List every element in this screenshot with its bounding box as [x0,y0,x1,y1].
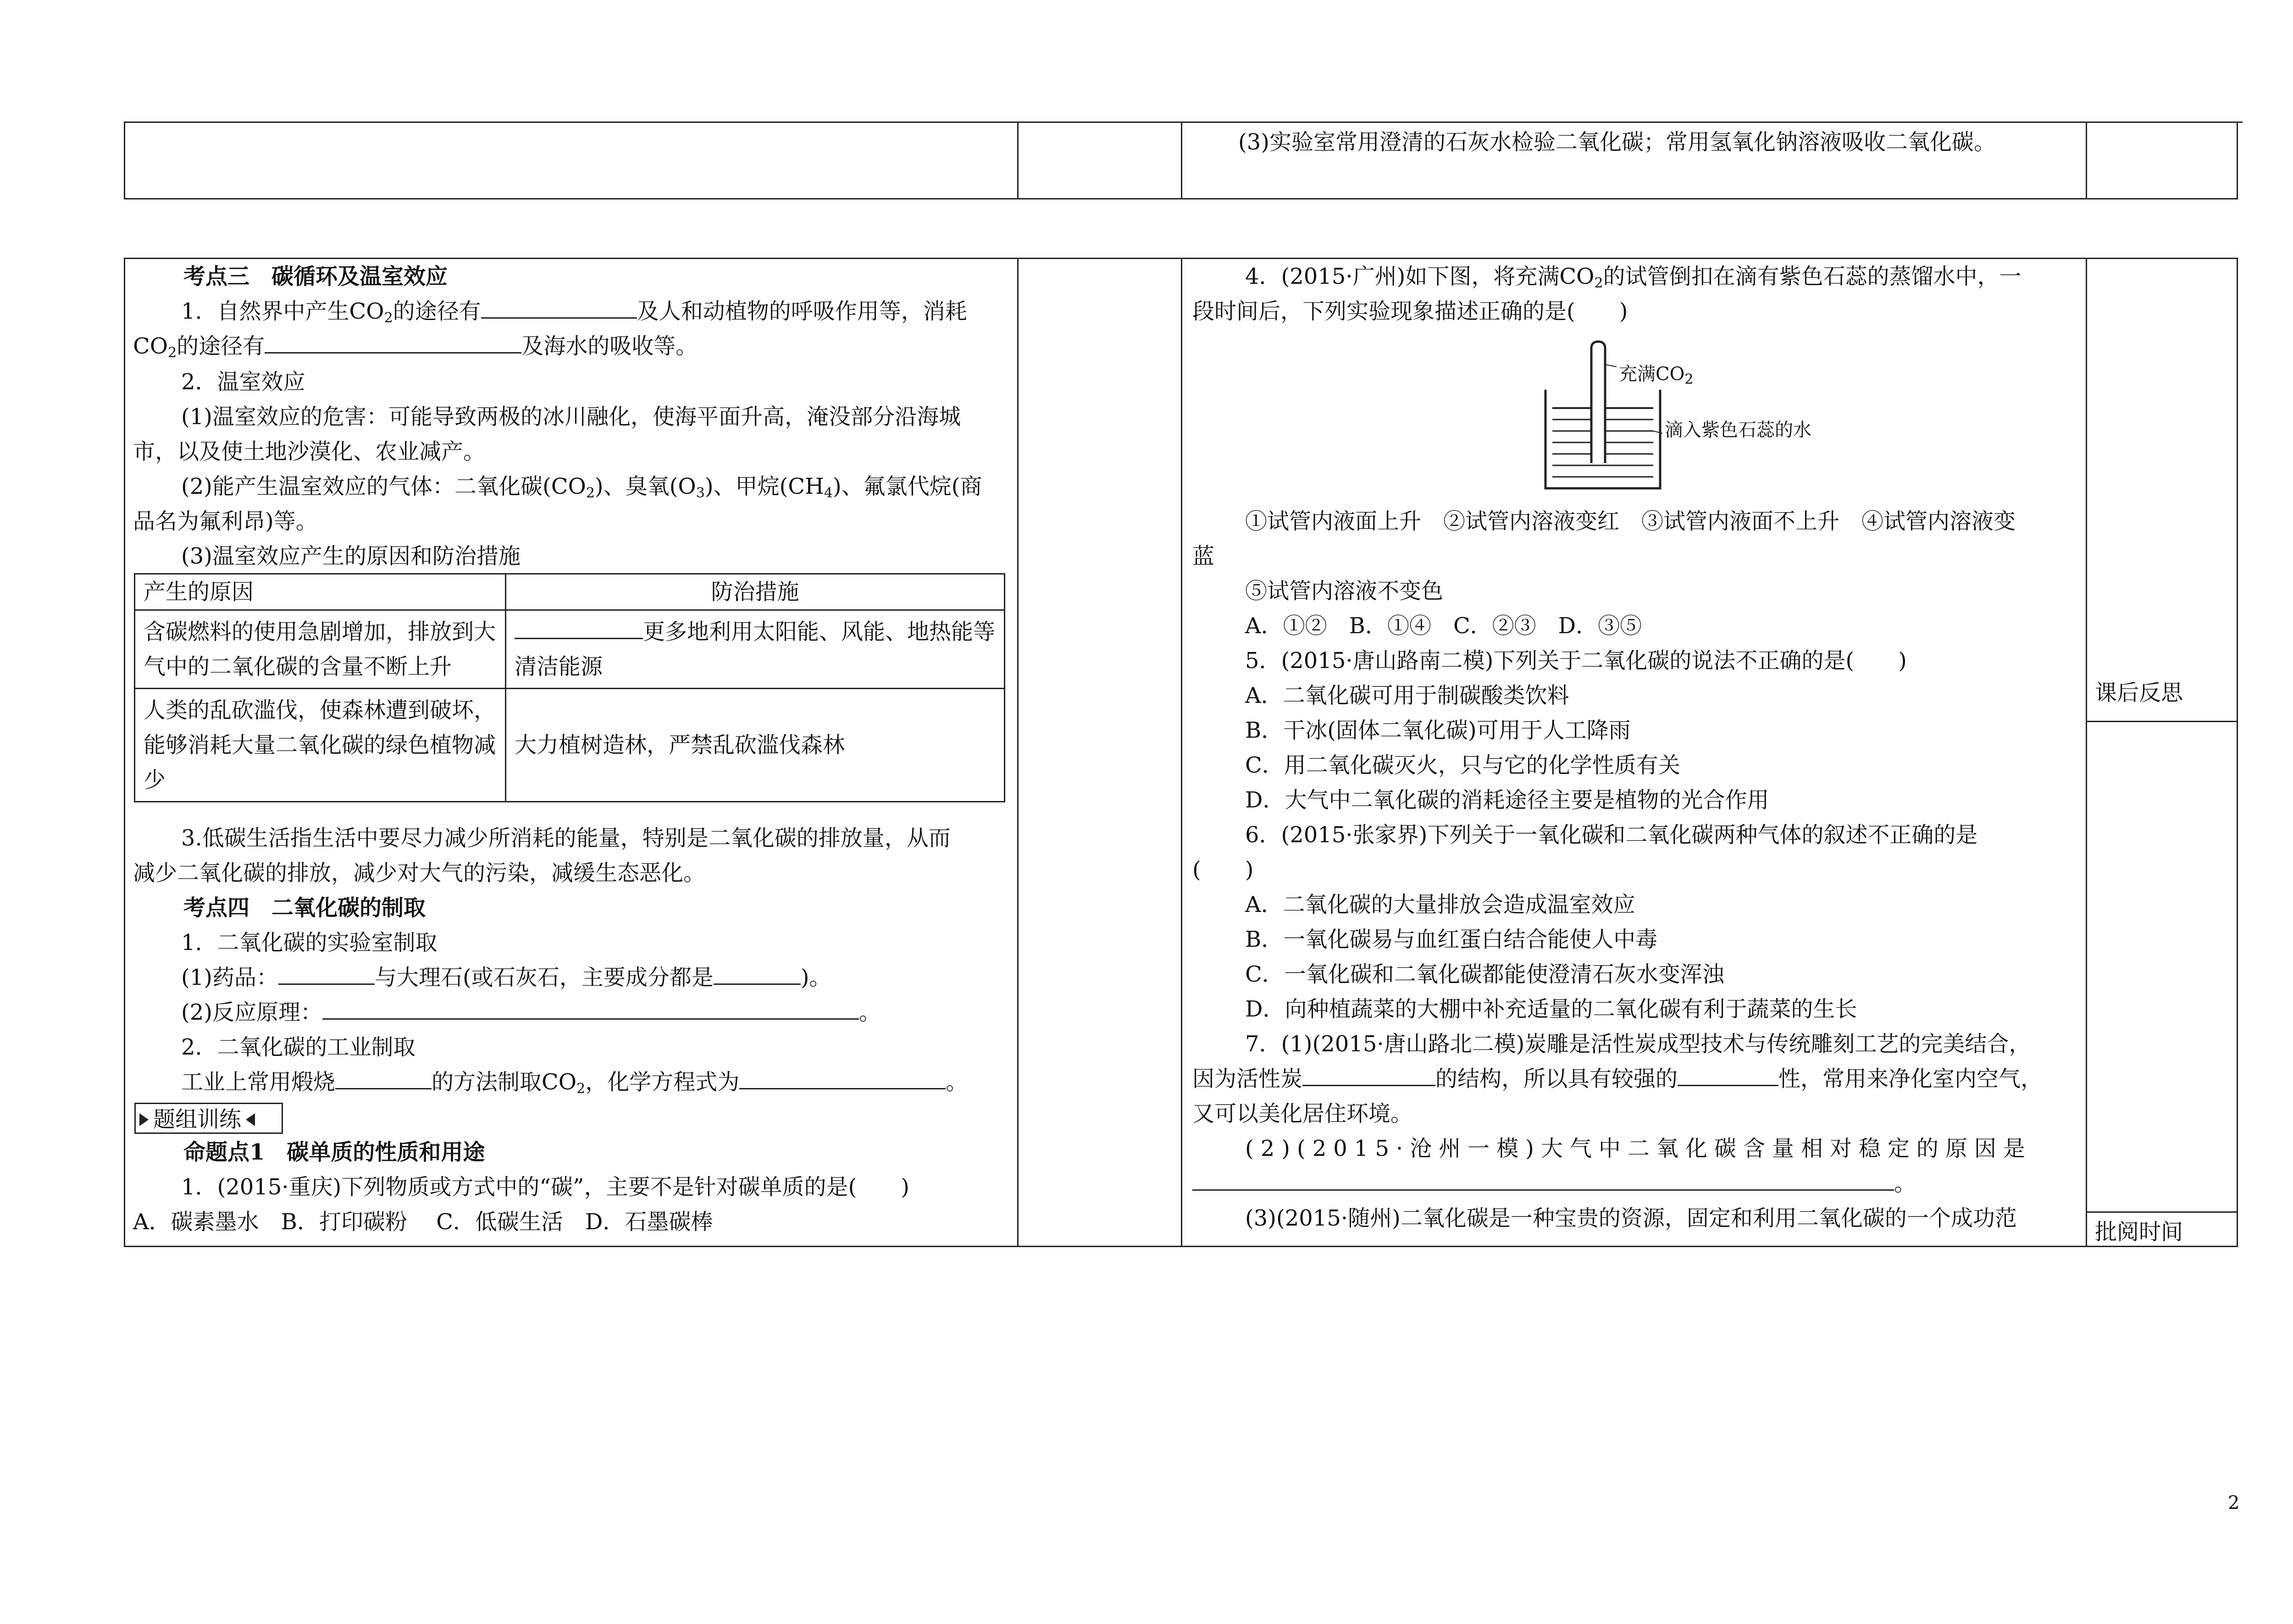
q6-c: C．一氧化碳和二氧化碳都能使澄清石灰水变浑浊 [1245,961,1724,987]
q6-b: B．一氧化碳易与血红蛋白结合能使人中毒 [1245,927,1658,952]
blank-main-component[interactable] [714,961,801,985]
blank-produce[interactable] [481,294,637,319]
row1-measure: 更多地利用太阳能、风能、地热能等清洁能源 [506,610,1005,689]
k3-2: 2．温室效应 [181,369,305,395]
k4-title: 考点四 二氧化碳的制取 [183,895,426,921]
k3-2-1a: (1)温室效应的危害：可能导致两极的冰川融化，使海平面升高，淹没部分沿海城 [181,404,961,430]
k3-3b: 减少二氧化碳的排放，减少对大气的污染，减缓生态恶化。 [133,860,706,886]
mt1-title: 命题点1 碳单质的性质和用途 [183,1139,485,1165]
q7-3: (3)(2015·随州)二氧化碳是一种宝贵的资源，固定和利用二氧化碳的一个成功范 [1245,1205,2017,1231]
blank-property[interactable] [1678,1062,1778,1086]
k4-2-line: 工业上常用煅烧 的方法制取$CO_2$，化学方程式为 。 [181,1065,968,1099]
review-time-label: 批阅时间 [2095,1219,2183,1245]
k4-2: 2．二氧化碳的工业制取 [181,1034,415,1060]
q5: 5．(2015·唐山路南二模)下列关于二氧化碳的说法不正确的是( ) [1245,648,1907,674]
k3-3a: 3.低碳生活指生活中要尽力减少所消耗的能量，特别是二氧化碳的排放量，从而 [181,825,951,851]
k3-2-3: (3)温室效应产生的原因和防治措施 [181,543,521,569]
q5-b: B．干冰(固体二氧化碳)可用于人工降雨 [1245,718,1631,743]
blank-reagent[interactable] [278,961,375,985]
blank-reaction[interactable] [322,995,859,1020]
q4-line1: 4．(2015·广州)如下图，将充满$CO_2$的试管倒扣在滴有紫色石蕊的蒸馏水中，一 [1245,264,2022,291]
cause-measure-table [134,573,1005,802]
training-tag: 题组训练 [134,1103,283,1134]
blank-measure[interactable] [515,615,643,639]
q7-2b: 。 [1192,1166,1916,1201]
q7-1a: 7．(1)(2015·唐山路北二模)炭雕是活性炭成型技术与传统雕刻工艺的完美结合， [1245,1031,2031,1057]
blank-co2-stable[interactable] [1192,1166,1894,1191]
page-number: 2 [2228,1492,2240,1514]
k3-line2: $CO_2$的途径有 及海水的吸收等。 [133,329,698,364]
q5-a: A．二氧化碳可用于制碳酸类饮料 [1245,683,1569,708]
k4-1-1: (1)药品： 与大理石(或石灰石，主要成分都是 )。 [181,960,831,995]
q6a: 6．(2015·张家界)下列关于一氧化碳和二氧化碳两种气体的叙述不正确的是 [1245,822,1978,848]
q7-1e: 又可以美化居住环境。 [1192,1101,1413,1127]
triangle-left-icon [246,1113,255,1126]
q5-d: D．大气中二氧化碳的消耗途径主要是植物的光合作用 [1245,787,1769,813]
blank-carbon-structure[interactable] [1302,1062,1435,1086]
q4-opt2: ⑤试管内溶液不变色 [1245,578,1444,604]
q1-options: A．碳素墨水 B．打印碳粉 C．低碳生活 D．石墨碳棒 [133,1209,713,1235]
k3-2-1b: 市，以及使土地沙漠化、农业减产。 [133,439,486,464]
k3-2-2b: 品名为氟利昂)等。 [133,508,318,534]
blank-equation[interactable] [739,1065,946,1089]
q7-1b: 因为活性炭 的结构，所以具有较强的 性，常用来净化室内空气， [1192,1061,2043,1096]
q4-line2: 段时间后，下列实验现象描述正确的是( ) [1192,298,1628,324]
q4-opt1: ①试管内液面上升 ②试管内溶液变红 ③试管内液面不上升 ④试管内溶液变 [1245,508,2016,534]
q7-2a: (2)(2015·沧州一模)大气中二氧化碳含量相对稳定的原因是 [1245,1136,2032,1161]
k3-line1: 1．自然界中产生$CO_2$的途径有 及人和动植物的呼吸作用等，消耗 [181,294,967,329]
reflection-label: 课后反思 [2095,680,2183,706]
q5-c: C．用二氧化碳灭火，只与它的化学性质有关 [1245,752,1680,778]
row2-measure: 大力植树造林，严禁乱砍滥伐森林 [506,689,1005,802]
q4-opt1b: 蓝 [1192,543,1215,569]
k3-title: 考点三 碳循环及温室效应 [183,264,448,289]
k4-1: 1．二氧化碳的实验室制取 [181,930,438,956]
k4-1-2: (2)反应原理： 。 [181,995,881,1030]
fig-label-co2: 充满$CO_2$ [1619,364,1694,387]
head-cause: 产生的原因 [135,574,506,610]
q6b: ( ) [1192,857,1254,883]
q6-a: A．二氧化碳的大量排放会造成温室效应 [1245,892,1635,917]
head-measure: 防治措施 [506,574,1005,610]
blank-consume[interactable] [265,329,521,354]
triangle-right-icon [139,1113,149,1126]
row2-cause: 人类的乱砍滥伐，使森林遭到破坏，能够消耗大量二氧化碳的绿色植物减少 [135,689,506,802]
fig-label-water: 滴入紫色石蕊的水 [1665,420,1811,441]
top-note: (3)实验室常用澄清的石灰水检验二氧化碳；常用氢氧化钠溶液吸收二氧化碳。 [1238,129,1996,155]
q6-d: D．向种植蔬菜的大棚中补充适量的二氧化碳有利于蔬菜的生长 [1245,996,1857,1022]
k3-2-2a: (2)能产生温室效应的气体：二氧化碳$(CO_2)$、臭氧$(O_3)$、甲烷$(CH_4)$、氟氯代烷(商 [181,474,982,501]
q4-choices: A．①② B．①④ C．②③ D．③⑤ [1245,613,1642,639]
row1-cause: 含碳燃料的使用急剧增加，排放到大气中的二氧化碳的含量不断上升 [135,610,506,689]
q1: 1．(2015·重庆)下列物质或方式中的“碳”，主要不是针对碳单质的是( ) [181,1174,909,1200]
blank-calcine[interactable] [335,1065,432,1089]
